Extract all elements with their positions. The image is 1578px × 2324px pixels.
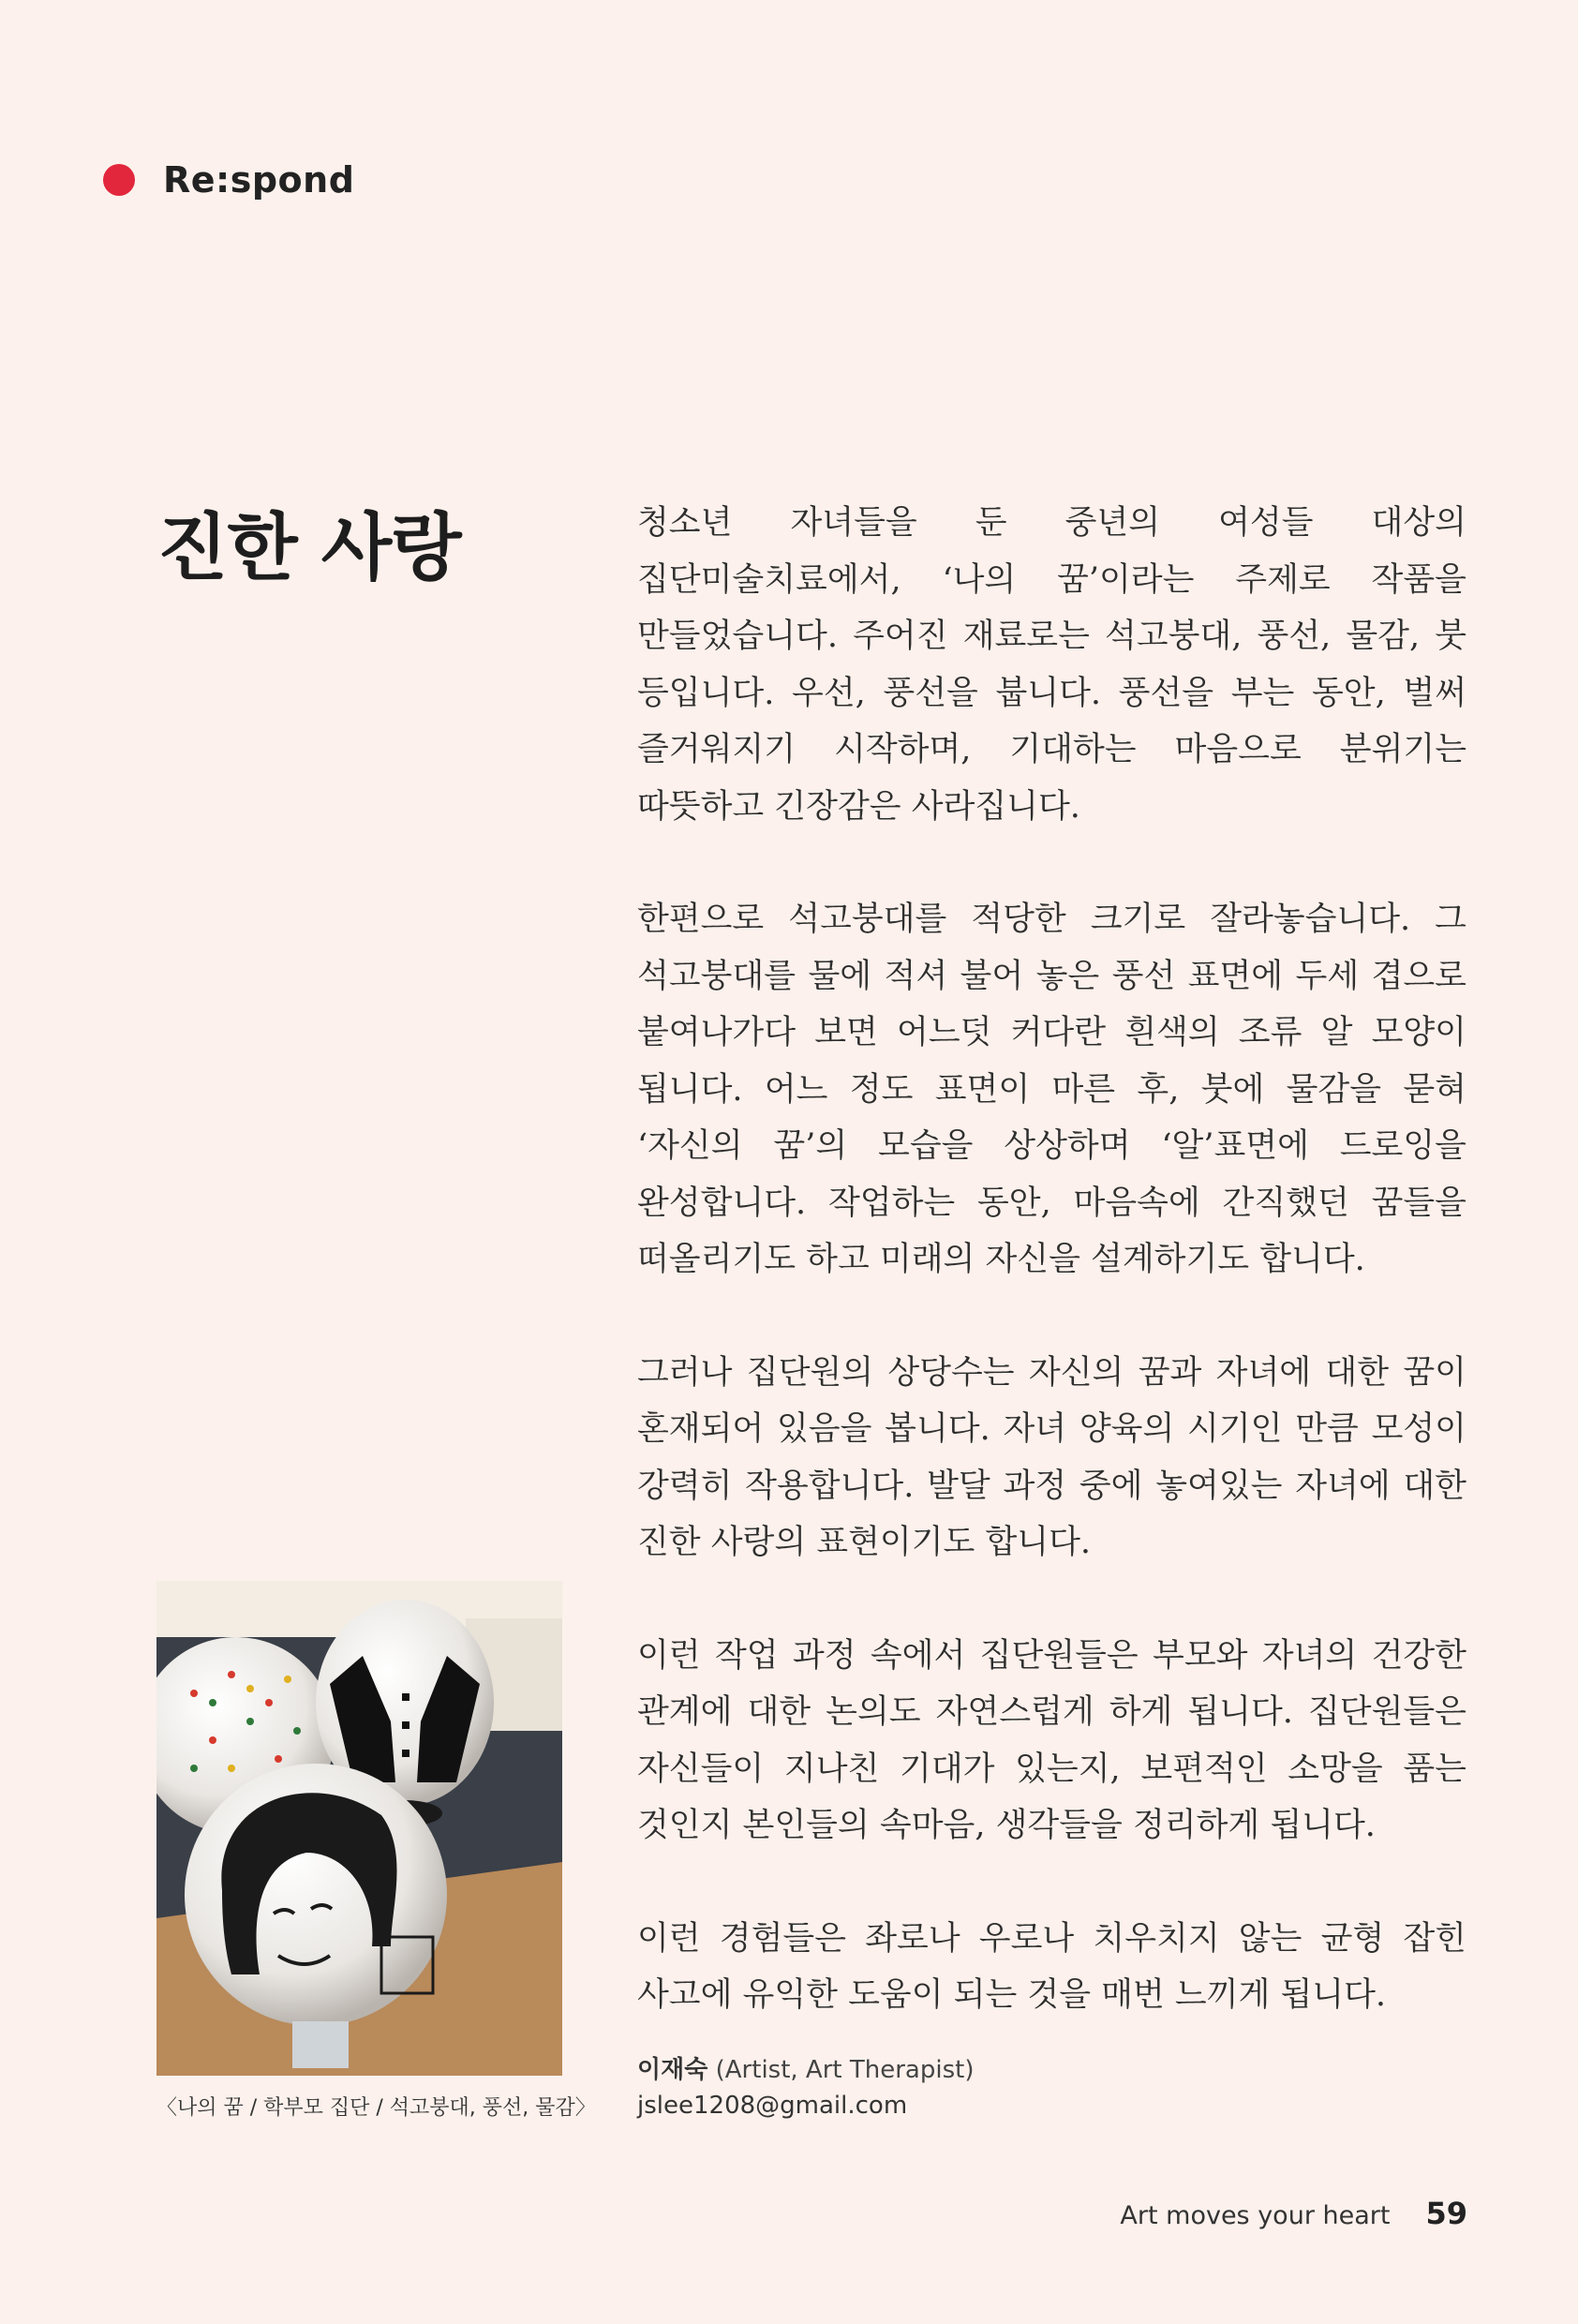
artwork-photo (156, 1581, 562, 2076)
page-number: 59 (1425, 2196, 1467, 2231)
author-email: jslee1208@gmail.com (637, 2092, 908, 2120)
section-label: Re:spond (163, 159, 355, 201)
page-footer (1120, 2196, 1467, 2231)
article-body (637, 495, 1466, 2080)
author-block (637, 2052, 974, 2123)
article-title: 진한 사랑 (157, 506, 461, 590)
paragraph-1: 청소년 자녀들을 둔 중년의 여성들 대상의 집단미술치료에서, ‘나의 꿈’이라는 주제로 작품을 만들었습니다. 주어진 재료로는 석고붕대, 풍선, 물감, 붓 등입니다. 우선, 풍선을 붑니다. 풍선을 부는 동안, 벌써 즐거워지기 시작하며, 기대하는 마음으로 분위기는 따뜻하고 긴장감은 사라집니다. (637, 504, 1466, 826)
photo-caption: 〈나의 꿈 / 학부모 집단 / 석고붕대, 풍선, 물감〉 (156, 2096, 596, 2120)
author-line (637, 2052, 974, 2088)
paragraph-4: 이런 작업 과정 속에서 집단원들은 부모와 자녀의 건강한 관계에 대한 논의도 자연스럽게 하게 됩니다. 집단원들은 자신들이 지나친 기대가 있는지, 보편적인 소망을 품는 것인지 본인들의 속마음, 생각들을 정리하게 됩니다. (637, 1636, 1466, 1844)
red-dot-icon (103, 164, 135, 196)
paragraph-3: 그러나 집단원의 상당수는 자신의 꿈과 자녀에 대한 꿈이 혼재되어 있음을 봅니다. 자녀 양육의 시기인 만큼 모성이 강력히 작용합니다. 발달 과정 중에 놓여있는 자녀에 대한 진한 사랑의 표현이기도 합니다. (637, 1353, 1466, 1561)
section-header (103, 159, 354, 201)
paragraph-5: 이런 경험들은 좌로나 우로나 치우치지 않는 균형 잡힌 사고에 유익한 도움이 되는 것을 매번 느끼게 됩니다. (637, 1919, 1466, 2014)
paragraph-2: 한편으로 석고붕대를 적당한 크기로 잘라놓습니다. 그 석고붕대를 물에 적셔 불어 놓은 풍선 표면에 두세 겹으로 붙여나가다 보면 어느덧 커다란 흰색의 조류 알 모양이 됩니다. 어느 정도 표면이 마른 후, 붓에 물감을 묻혀 ‘자신의 꿈’의 모습을 상상하며 ‘알’표면에 드로잉을 완성합니다. 작업하는 동안, 마음속에 간직했던 꿈들을 떠올리기도 하고 미래의 자신을 설계하기도 합니다. (637, 901, 1466, 1278)
footer-tagline: Art moves your heart (1120, 2201, 1391, 2230)
artwork-illustration (156, 1581, 562, 2076)
author-name: 이재숙 (637, 2056, 708, 2084)
author-role: (Artist, Art Therapist) (715, 2056, 975, 2084)
